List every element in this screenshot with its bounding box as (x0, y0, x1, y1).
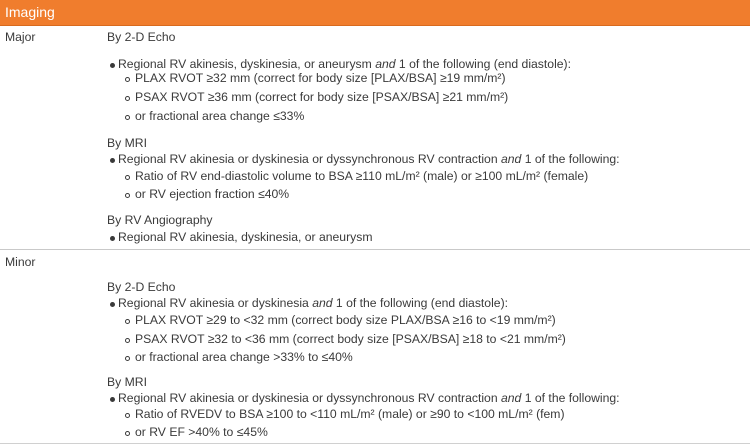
bullet-icon (110, 302, 115, 307)
sub-bullet-icon (125, 338, 130, 343)
major-echo-item: PSAX RVOT ≥36 mm (correct for body size [PSAX/BSA] ≥21 mm/m²) (135, 90, 509, 104)
sub-bullet-icon (125, 115, 130, 120)
major-mri-item: or RV ejection fraction ≤40% (135, 187, 290, 201)
minor-echo-heading: By 2-D Echo (107, 280, 176, 294)
minor-echo-criterion: Regional RV akinesia or dyskinesia and 1 of the following (end diastole): (118, 296, 509, 310)
bullet-icon (110, 158, 115, 163)
sub-bullet-icon (125, 175, 130, 180)
bullet-icon (110, 236, 115, 241)
sub-bullet-icon (125, 356, 130, 361)
bottom-divider (0, 443, 750, 444)
sub-bullet-icon (125, 431, 130, 436)
minor-echo-item: PLAX RVOT ≥29 to <32 mm (correct body size PLAX/BSA ≥16 to <19 mm/m²) (135, 313, 556, 327)
bullet-icon (110, 63, 115, 68)
major-label: Major (5, 30, 36, 44)
minor-mri-criterion: Regional RV akinesia or dyskinesia or dyssynchronous RV contraction and 1 of the following: (118, 391, 620, 405)
row-divider (0, 249, 750, 250)
minor-label: Minor (5, 255, 36, 269)
major-echo-item: PLAX RVOT ≥32 mm (correct for body size [PLAX/BSA] ≥19 mm/m²) (135, 71, 506, 85)
sub-bullet-icon (125, 193, 130, 198)
section-header (0, 0, 750, 26)
minor-mri-item: or RV EF >40% to ≤45% (135, 425, 268, 439)
major-mri-criterion: Regional RV akinesia or dyskinesia or dyssynchronous RV contraction and 1 of the following: (118, 152, 620, 166)
major-mri-item: Ratio of RV end-diastolic volume to BSA ≥110 mL/m² (male) or ≥100 mL/m² (female) (135, 169, 589, 183)
major-echo-heading: By 2-D Echo (107, 30, 176, 44)
sub-bullet-icon (125, 413, 130, 418)
bullet-icon (110, 397, 115, 402)
minor-mri-item: Ratio of RVEDV to BSA ≥100 to <110 mL/m² (male) or ≥90 to <100 mL/m² (fem) (135, 407, 565, 421)
sub-bullet-icon (125, 77, 130, 82)
minor-mri-heading: By MRI (107, 375, 147, 389)
section-title: Imaging (5, 4, 55, 20)
major-echo-item: or fractional area change ≤33% (135, 109, 305, 123)
minor-echo-item: PSAX RVOT ≥32 to <36 mm (correct body size [PSAX/BSA] ≥18 to <21 mm/m²) (135, 332, 566, 346)
sub-bullet-icon (125, 319, 130, 324)
sub-bullet-icon (125, 96, 130, 101)
minor-echo-item: or fractional area change >33% to ≤40% (135, 350, 353, 364)
major-mri-heading: By MRI (107, 136, 147, 150)
major-angio-heading: By RV Angiography (107, 213, 213, 227)
major-echo-criterion: Regional RV akinesis, dyskinesia, or aneurysm and 1 of the following (end diastole): (118, 57, 572, 71)
major-angio-criterion: Regional RV akinesia, dyskinesia, or aneurysm (118, 230, 373, 244)
